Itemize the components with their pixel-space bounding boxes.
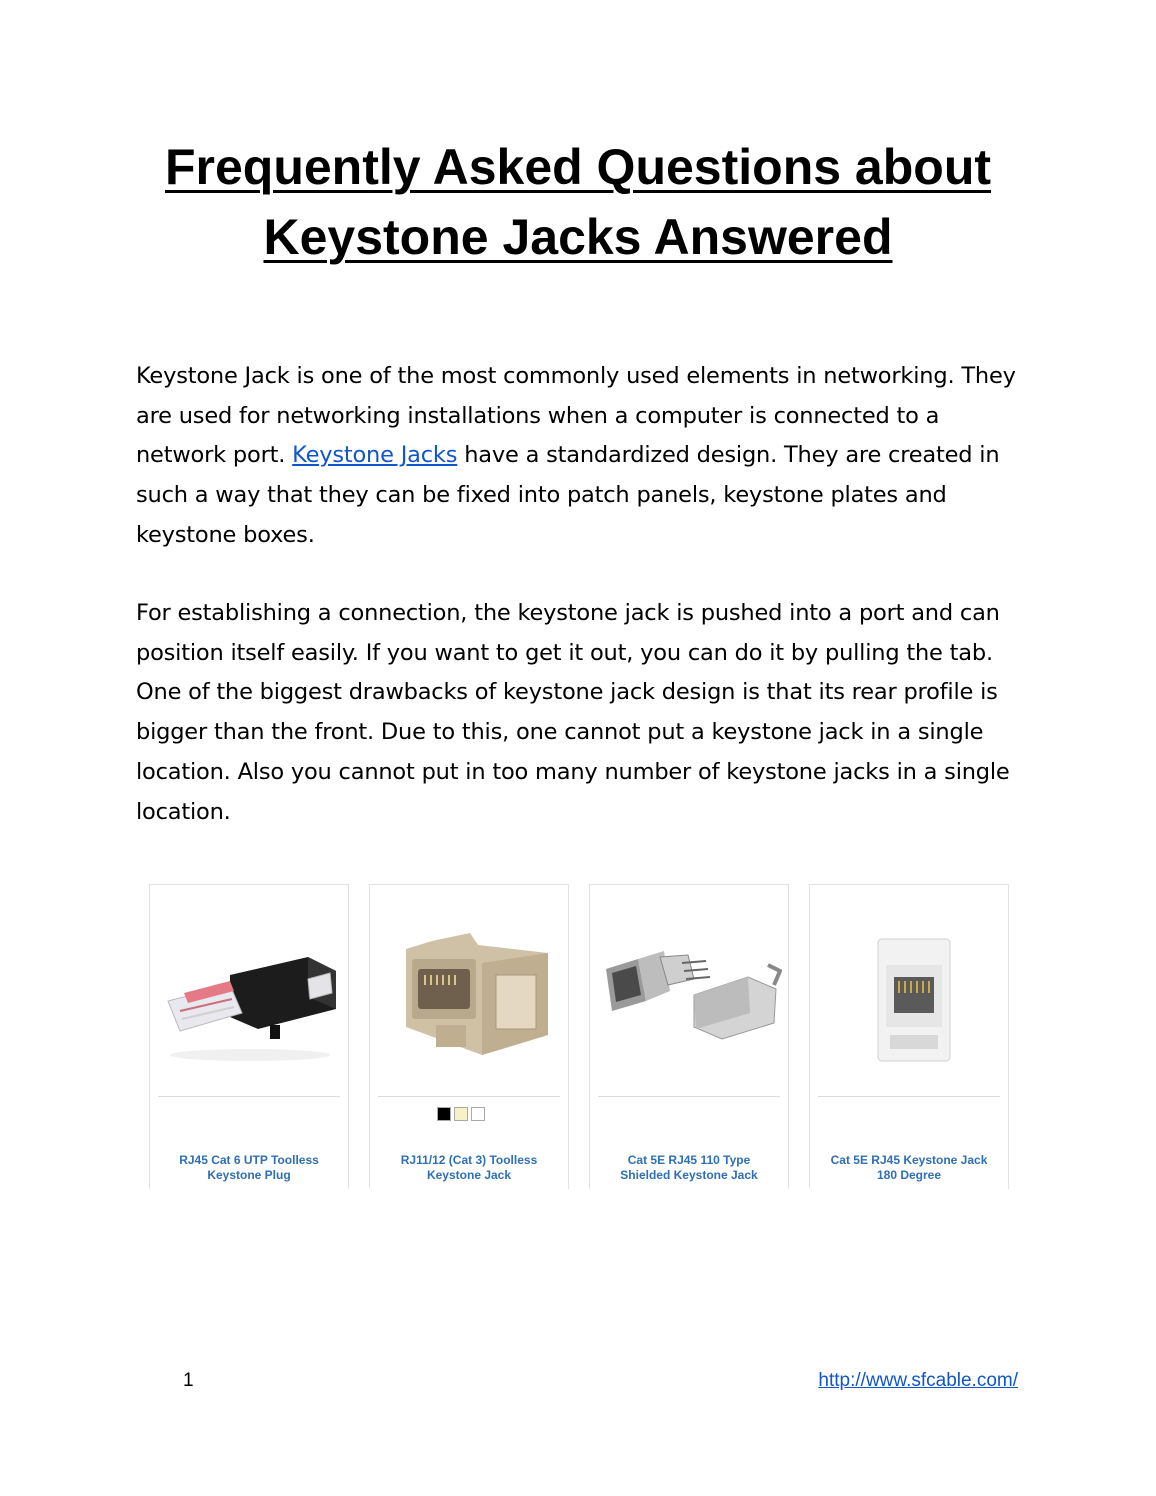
color-swatch-black[interactable] <box>437 1107 451 1121</box>
card-divider <box>818 1096 1000 1097</box>
keystone-jacks-link[interactable]: Keystone Jacks <box>292 442 458 469</box>
keystone-jack-beige-icon[interactable] <box>378 905 562 1085</box>
title-line-1: Frequently Asked Questions about <box>164 139 992 195</box>
product-card[interactable] <box>369 884 569 1189</box>
color-swatch-ivory[interactable] <box>454 1107 468 1121</box>
color-swatch-white[interactable] <box>471 1107 485 1121</box>
paragraph-intro-text-a: Keystone Jack is one of the most commonly used elements in networking. They are used for networking installations when a computer is connected to a network port. <box>136 363 1016 469</box>
paragraph-intro <box>136 357 1036 556</box>
product-card[interactable] <box>149 884 349 1189</box>
card-divider <box>378 1096 560 1097</box>
page-title <box>90 132 1066 272</box>
color-swatches <box>437 1107 485 1121</box>
product-name[interactable]: RJ45 Cat 6 UTP Toolless Keystone Plug <box>179 1153 319 1182</box>
page-number: 1 <box>183 1370 194 1391</box>
product-card[interactable] <box>589 884 789 1189</box>
product-name[interactable]: Cat 5E RJ45 Keystone Jack 180 Degree <box>830 1153 988 1182</box>
paragraph-intro-text-b: have a standardized design. They are created in such a way that they can be fixed into patch panels, keystone plates and keystone boxes. <box>136 442 1000 548</box>
keystone-jack-white-icon[interactable] <box>818 905 1002 1085</box>
keystone-plug-icon[interactable] <box>158 905 342 1085</box>
card-divider <box>598 1096 780 1097</box>
card-divider <box>158 1096 340 1097</box>
footer-url-link[interactable]: http://www.sfcable.com/ <box>818 1370 1018 1391</box>
title-line-2: Keystone Jacks Answered <box>263 209 893 265</box>
product-name[interactable]: Cat 5E RJ45 110 Type Shielded Keystone Jack <box>620 1153 758 1182</box>
product-name[interactable]: RJ11/12 (Cat 3) Toolless Keystone Jack <box>400 1153 538 1182</box>
shielded-keystone-jack-icon[interactable] <box>598 905 782 1085</box>
product-card[interactable] <box>809 884 1009 1189</box>
paragraph-connection: For establishing a connection, the keystone jack is pushed into a port and can position itself easily. If you want to get it out, you can do it by pulling the tab. One of the biggest drawbacks of keystone jack design is that its rear profile is bigger than the front. Due to this, one cannot put a keystone jack in a single location. Also you cannot put in too many number of keystone jacks in a single location. <box>136 600 1010 825</box>
